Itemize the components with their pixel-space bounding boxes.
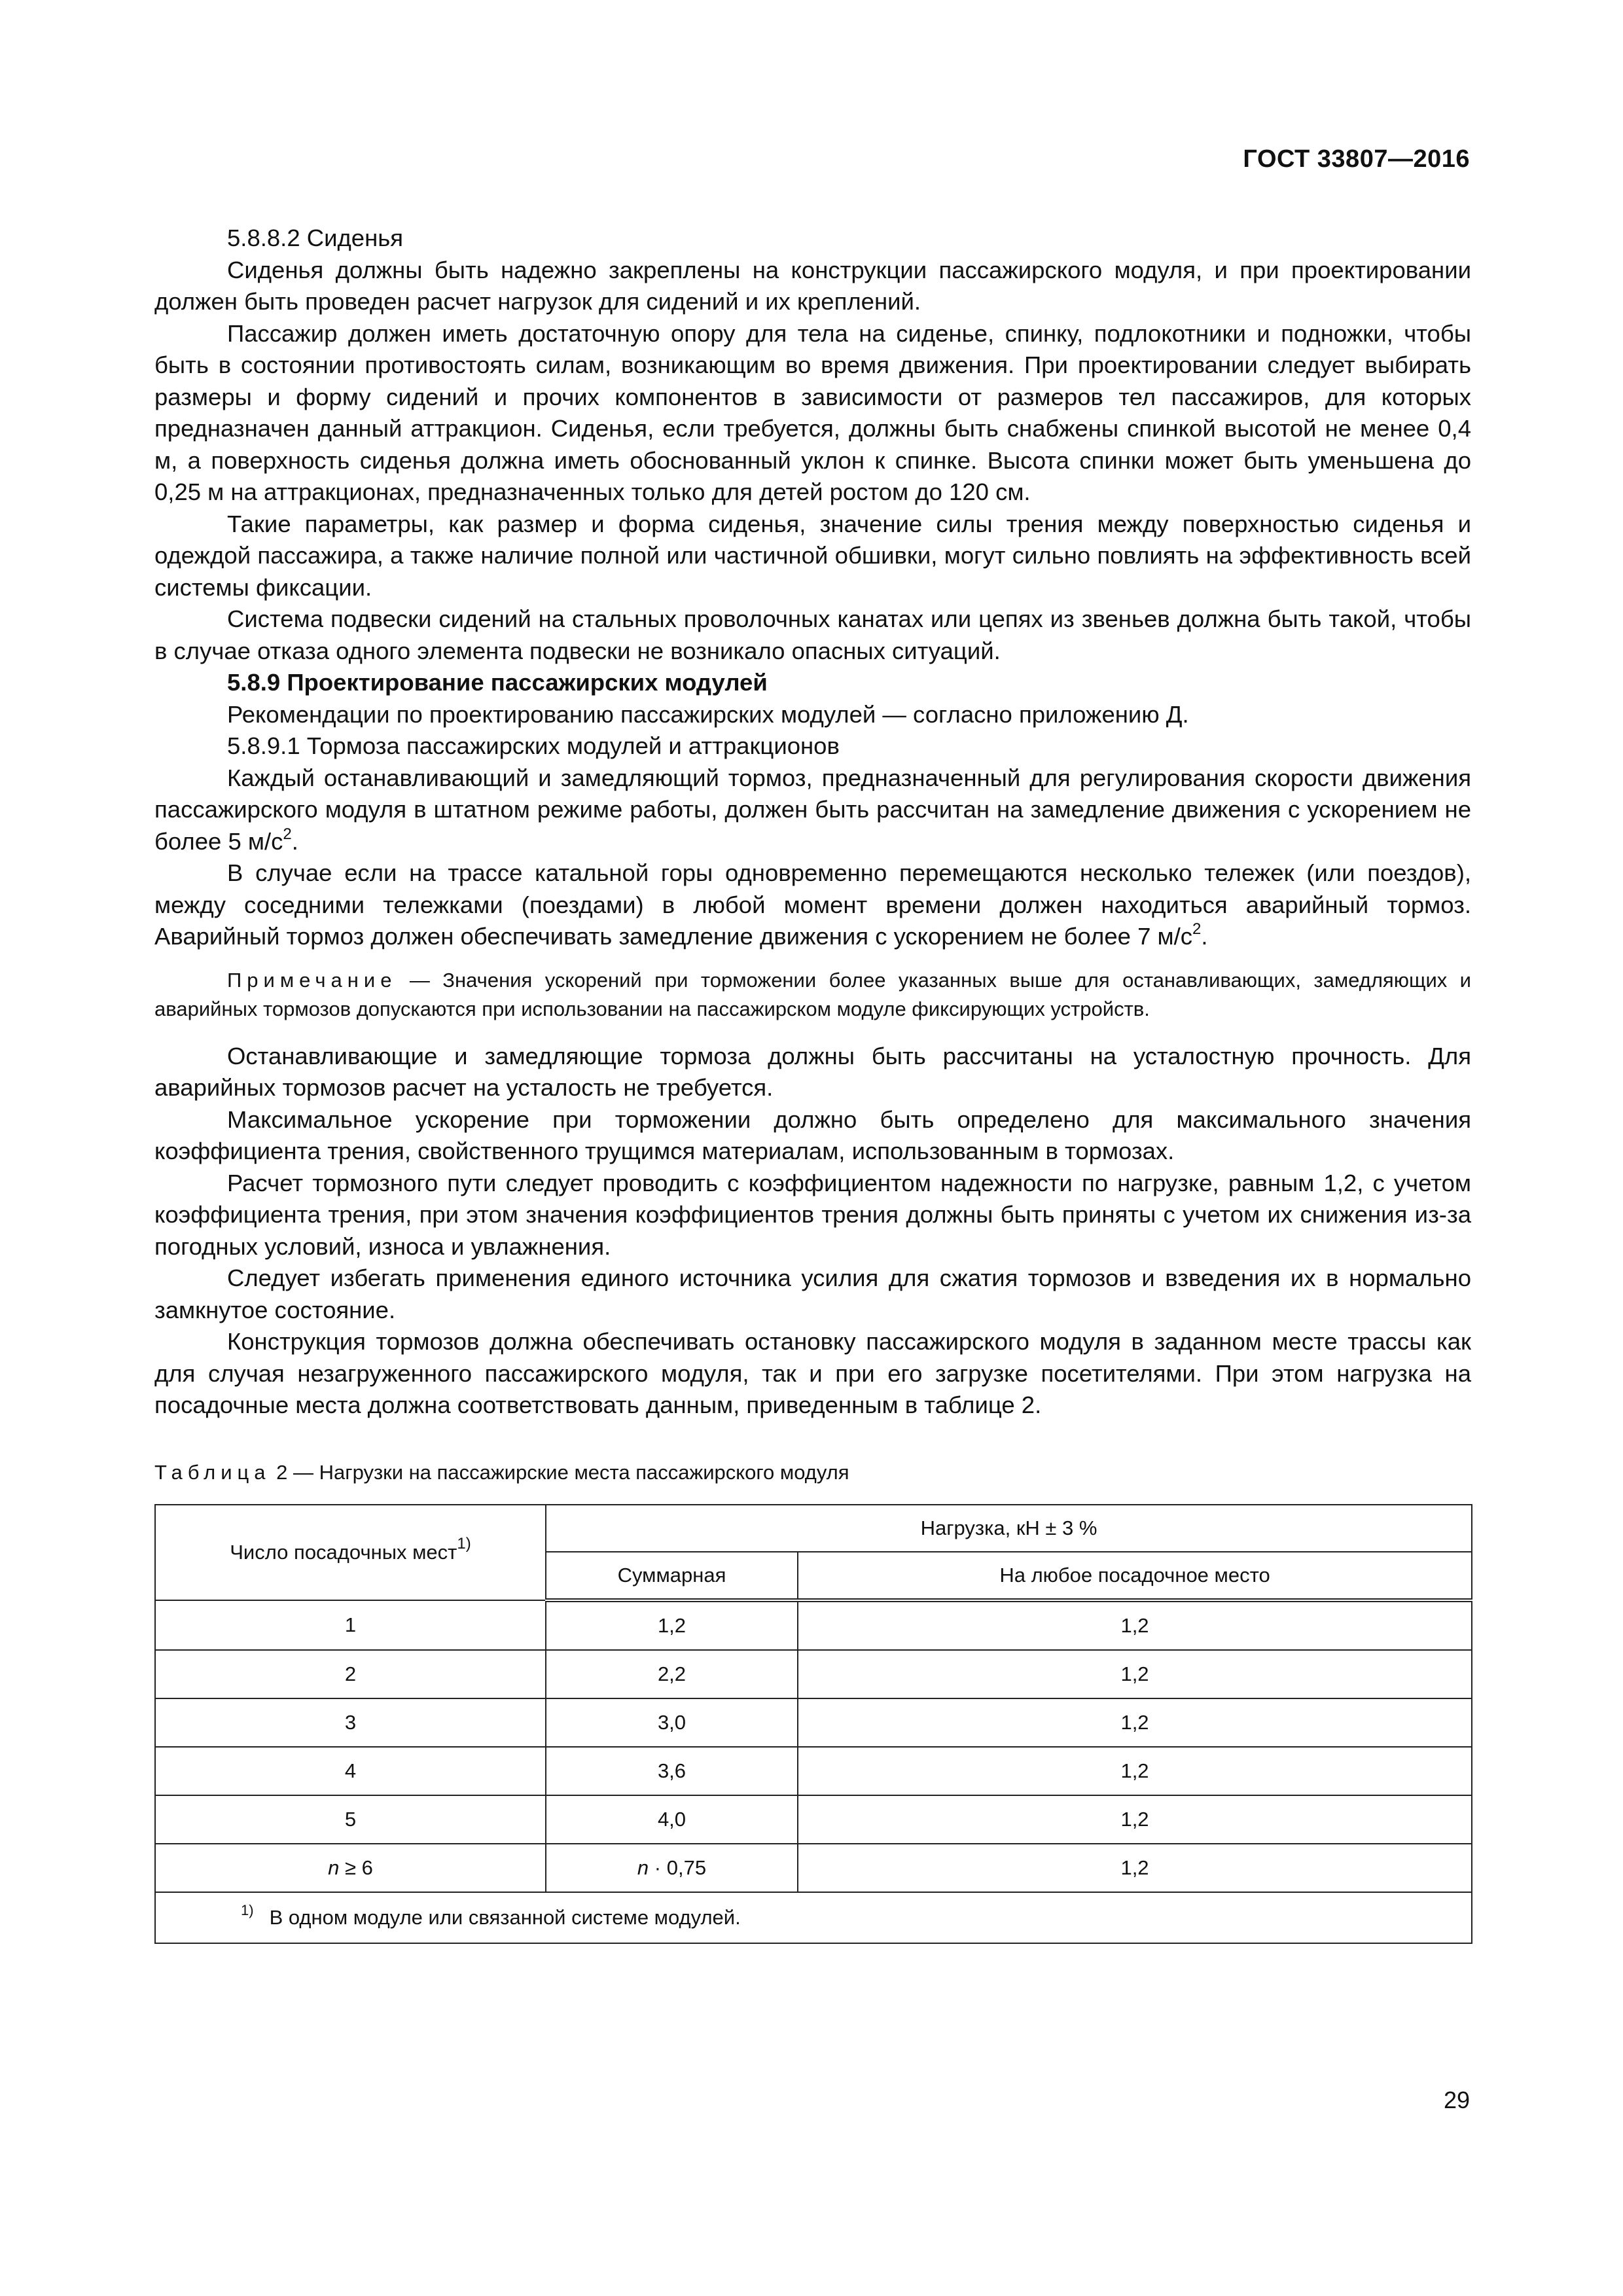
page-content xyxy=(154,223,1471,1944)
table-row xyxy=(155,1844,1472,1892)
paragraph-emergency-brakes xyxy=(154,857,1471,953)
cell-seats: 1 xyxy=(155,1600,546,1650)
variable-n: n xyxy=(328,1856,340,1879)
paragraph: Такие параметры, как размер и форма сиденья, значение силы трения между поверхностью сиденья и одеждой пассажира, а также наличие полной или частичной обшивки, могут сильно повлиять на эффективность всей системы фиксации. xyxy=(154,510,1471,601)
superscript: 2 xyxy=(283,825,292,843)
cell-per-seat: 1,2 xyxy=(798,1600,1472,1650)
footnote-mark: 1) xyxy=(241,1901,254,1918)
paragraph: Пассажир должен иметь достаточную опору для тела на сиденье, спинку, подлокотники и подножки, чтобы быть в состоянии противостоять силам, возникающим во время движения. При проектировании следует выбирать размеры и форму сидений и прочих компонентов в зависимости от размеров тел пассажиров, для которых предназначен данный аттракцион. Сиденья, если требуется, должны быть снабжены спинкой высотой не менее 0,4 м, а поверхность сиденья должна иметь обоснованный уклон к спинке. Высота спинки может быть уменьшена до 0,25 м на аттракционах, предназначенных только для детей ростом до 120 см. xyxy=(154,319,1471,505)
note xyxy=(154,966,1471,1024)
table-caption-label: Таблица xyxy=(154,1460,271,1484)
cell-total: 3,0 xyxy=(546,1698,798,1747)
header-load: Нагрузка, кН ± 3 % xyxy=(546,1505,1472,1552)
table-row xyxy=(155,1747,1472,1795)
table-footnote xyxy=(155,1892,1472,1943)
table-caption xyxy=(154,1458,1471,1487)
cell-total: 2,2 xyxy=(546,1650,798,1698)
cell-total: 3,6 xyxy=(546,1747,798,1795)
cell-per-seat: 1,2 xyxy=(798,1844,1472,1892)
header-total: Суммарная xyxy=(546,1552,798,1600)
paragraph-text: В случае если на трассе катальной горы одновременно перемещаются несколько тележек (или поездов), между соседними тележками (поездами) в любой момент времени должен находиться аварийный тормоз. Аварийный тормоз должен обеспечивать замедление движения с ускорением не более 7 м/с xyxy=(154,859,1471,950)
paragraph: Система подвески сидений на стальных проволочных канатах или цепях из звеньев должна быть такой, чтобы в случае отказа одного элемента подвески не возникало опасных ситуаций. xyxy=(154,605,1471,664)
section-5-8-9-heading: 5.8.9 Проектирование пассажирских модулей xyxy=(227,669,768,696)
page-number: 29 xyxy=(1443,2087,1470,2113)
cell-total: 1,2 xyxy=(546,1600,798,1650)
loads-table xyxy=(154,1504,1472,1944)
superscript: 2 xyxy=(1192,920,1202,938)
note-text: — Значения ускорений при торможении более указанных выше для останавливающих, замедляющих и аварийных тормозов допускаются при использовании на пассажирском модуле фиксирующих устройств. xyxy=(154,968,1471,1020)
paragraph: Максимальное ускорение при торможении должно быть определено для максимального значения коэффициента трения, свойственного трущимся материалам, использованным в тормозах. xyxy=(154,1105,1471,1164)
header-seats xyxy=(155,1505,546,1600)
section-5-8-8-2-heading: 5.8.8.2 Сиденья xyxy=(227,224,404,251)
table-caption-text: 2 — Нагрузки на пассажирские места пассажирского модуля xyxy=(270,1460,849,1484)
paragraph: Конструкция тормозов должна обеспечивать остановку пассажирского модуля в заданном месте трассы как для случая незагруженного пассажирского модуля, так и при его загрузке посетителями. При этом нагрузка на посадочные места должна соответствовать данным, приведенным в таблице 2. xyxy=(154,1328,1471,1418)
paragraph: Следует избегать применения единого источника усилия для сжатия тормозов и взведения их в нормально замкнутое состояние. xyxy=(154,1265,1471,1323)
cell-seats xyxy=(155,1844,546,1892)
paragraph: Расчет тормозного пути следует проводить с коэффициентом надежности по нагрузке, равным 1,2, с учетом коэффициента трения, при этом значения коэффициентов трения должны быть приняты с учетом их снижения из-за погодных условий, износа и увлажнения. xyxy=(154,1169,1471,1260)
cell-per-seat: 1,2 xyxy=(798,1795,1472,1844)
cell-seats: 3 xyxy=(155,1698,546,1747)
period: . xyxy=(1201,923,1208,950)
paragraph: Рекомендации по проектированию пассажирских модулей — согласно приложению Д. xyxy=(227,700,1189,728)
header-seats-label: Число посадочных мест xyxy=(230,1540,457,1564)
header-per-seat: На любое посадочное место xyxy=(798,1552,1472,1600)
table-row xyxy=(155,1795,1472,1844)
table-footnote-row xyxy=(155,1892,1472,1943)
cell-seats: 2 xyxy=(155,1650,546,1698)
cell-seats: 5 xyxy=(155,1795,546,1844)
table-row xyxy=(155,1600,1472,1650)
note-label: Примечание xyxy=(227,968,397,992)
paragraph: Сиденья должны быть надежно закреплены на конструкции пассажирского модуля, и при проектировании должен быть проведен расчет нагрузок для сидений и их креплений. xyxy=(154,256,1471,315)
paragraph: Останавливающие и замедляющие тормоза должны быть рассчитаны на усталостную прочность. Для аварийных тормозов расчет на усталость не требуется. xyxy=(154,1042,1471,1101)
total-formula: · 0,75 xyxy=(649,1856,707,1879)
period: . xyxy=(291,827,298,855)
cell-per-seat: 1,2 xyxy=(798,1747,1472,1795)
paragraph-stopping-brakes xyxy=(154,762,1471,858)
cell-total xyxy=(546,1844,798,1892)
footnote-text: В одном модуле или связанной системе модулей. xyxy=(269,1905,741,1929)
cell-seats: 4 xyxy=(155,1747,546,1795)
variable-n: n xyxy=(637,1856,649,1879)
section-5-8-9-1-heading: 5.8.9.1 Тормоза пассажирских модулей и аттракционов xyxy=(227,732,840,759)
footnote-ref: 1) xyxy=(457,1534,471,1552)
document-code: ГОСТ 33807—2016 xyxy=(1243,145,1470,173)
cell-per-seat: 1,2 xyxy=(798,1698,1472,1747)
table-row xyxy=(155,1650,1472,1698)
table-row xyxy=(155,1698,1472,1747)
cell-per-seat: 1,2 xyxy=(798,1650,1472,1698)
paragraph-text: Каждый останавливающий и замедляющий тормоз, предназначенный для регулирования скорости движения пассажирского модуля в штатном режиме работы, должен быть рассчитан на замедление движения с ускорением не более 5 м/с xyxy=(154,764,1471,855)
seats-condition: ≥ 6 xyxy=(339,1856,373,1879)
cell-total: 4,0 xyxy=(546,1795,798,1844)
